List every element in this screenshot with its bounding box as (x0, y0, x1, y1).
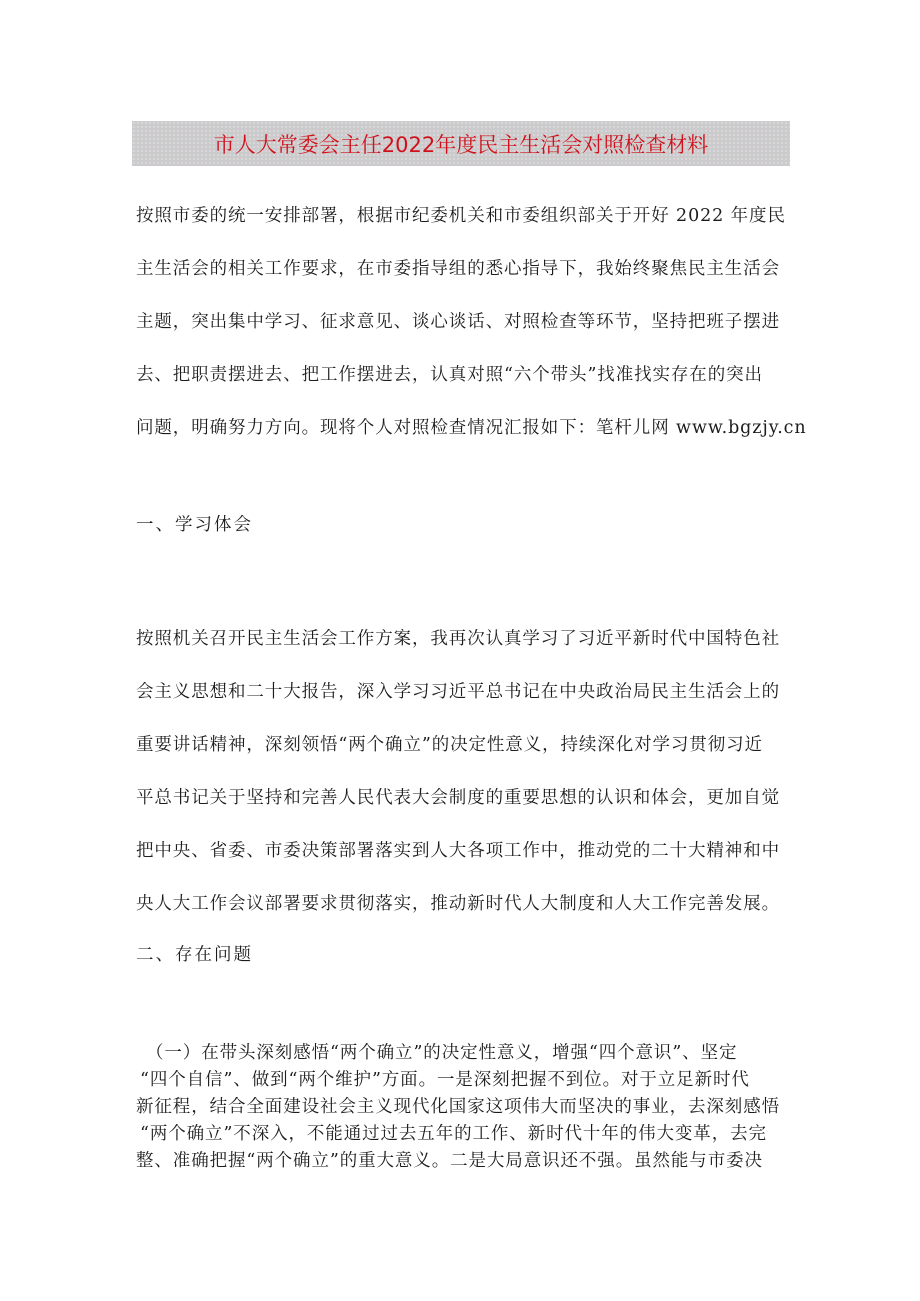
problems-line: “四个自信”、做到“两个维护”方面。一是深刻把握不到位。对于立足新时代 (140, 1070, 750, 1090)
problems-line: （一）在带头深刻感悟“两个确立”的决定性意义，增强“四个意识”、坚定 (146, 1043, 738, 1063)
problems-paragraph (136, 1040, 792, 1175)
intro-line: 问题，明确努力方向。现将个人对照检查情况汇报如下：笔杆儿网 www.bgzjy.cn (136, 418, 807, 438)
intro-line: 主题，突出集中学习、征求意见、谈心谈话、对照检查等环节，坚持把班子摆进 (136, 312, 780, 332)
problems-line: “两个确立”不深入，不能通过过去五年的工作、新时代十年的伟大变革，去完 (140, 1124, 767, 1144)
study-line: 重要讲话精神，深刻领悟“两个确立”的决定性意义，持续深化对学习贯彻习近 (136, 735, 763, 755)
intro-line: 按照市委的统一安排部署，根据市纪委机关和市委组织部关于开好 2022 年度民 (136, 206, 786, 226)
intro-line: 去、把职责摆进去、把工作摆进去，认真对照“六个带头”找准找实存在的突出 (136, 365, 763, 385)
study-line: 平总书记关于坚持和完善人民代表大会制度的重要思想的认识和体会，更加自觉 (136, 788, 780, 808)
document-title: 市人大常委会主任2022年度民主生活会对照检查材料 (213, 132, 709, 157)
study-line: 央人大工作会议部署要求贯彻落实，推动新时代人大制度和人大工作完善发展。 (136, 894, 780, 914)
study-line: 把中央、省委、市委决策部署落实到人大各项工作中，推动党的二十大精神和中 (136, 841, 780, 861)
problems-line: 整、准确把握“两个确立”的重大意义。二是大局意识还不强。虽然能与市委决 (136, 1151, 763, 1171)
section-heading-study: 一、学习体会 (136, 515, 253, 535)
section-heading-problems: 二、存在问题 (136, 945, 253, 965)
study-line: 会主义思想和二十大报告，深入学习习近平总书记在中央政治局民主生活会上的 (136, 682, 780, 702)
study-paragraph (136, 613, 792, 931)
intro-paragraph (136, 190, 807, 455)
problems-line: 新征程，结合全面建设社会主义现代化国家这项伟大而坚决的事业，去深刻感悟 (136, 1097, 780, 1117)
title-banner (132, 121, 790, 166)
study-line: 按照机关召开民主生活会工作方案，我再次认真学习了习近平新时代中国特色社 (136, 629, 780, 649)
intro-line: 主生活会的相关工作要求，在市委指导组的悉心指导下，我始终聚焦民主生活会 (136, 259, 780, 279)
